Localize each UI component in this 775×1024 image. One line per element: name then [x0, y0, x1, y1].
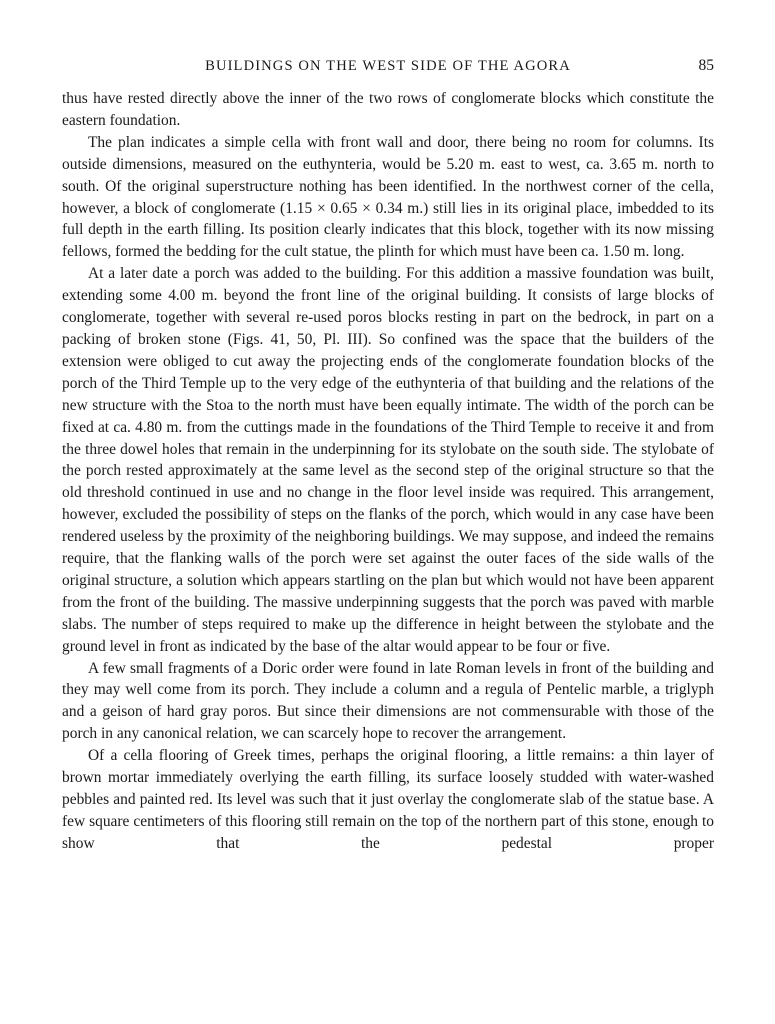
- paragraph-cella-plan: The plan indicates a simple cella with front wall and door, there being no room for columns. Its outside dimensions, measured on the euthynteria, would be 5.20 m. east to west, ca. 3.65 m. north to south. Of the original superstructure nothing has been identified. In the northwest corner of the cella, however, a block of conglomerate (1.15 × 0.65 × 0.34 m.) still lies in its original place, imbedded to its full depth in the earth filling. Its position clearly indicates that this block, together with its now missing fellows, formed the bedding for the cult statue, the plinth for which must have been ca. 1.50 m. long.: [62, 133, 714, 261]
- paragraph-cella-flooring: Of a cella flooring of Greek times, perhaps the original flooring, a little remains: a thin layer of brown mortar immediately overlying the earth filling, its surface loosely studded with water-washed pebbles and painted red. Its level was such that it just overlay the conglomerate slab of the statue base. A few square centimeters of this flooring still remain on the top of the northern part of this stone, enough to show that the pedestal proper: [62, 747, 714, 852]
- body-text: [62, 88, 714, 855]
- paragraph-doric-fragments: A few small fragments of a Doric order were found in late Roman levels in front of the building and they may well come from its porch. They include a column and a regula of Pentelic marble, a triglyph and a geison of hard gray poros. But since their dimensions are not commensurable with those of the porch in any canonical relation, we can scarcely hope to recover the arrangement.: [62, 659, 714, 743]
- running-title: BUILDINGS ON THE WEST SIDE OF THE AGORA: [205, 58, 571, 74]
- running-header: [62, 56, 714, 80]
- page-number: 85: [698, 57, 714, 74]
- paragraph-porch: At a later date a porch was added to the building. For this addition a massive foundation was built, extending some 4.00 m. beyond the front line of the original building. It consists of large blocks of conglomerate, together with several re-used poros blocks resting in part on the bedrock, in part on a packing of broken stone (Figs. 41, 50, Pl. III). So confined was the space that the builders of the extension were obliged to cut away the projecting ends of the conglomerate foundation blocks of the porch of the Third Temple up to the very edge of the euthynteria of that building and the relations of the new structure with the Stoa to the north must have been equally intimate. The width of the porch can be fixed at ca. 4.80 m. from the cuttings made in the foundations of the Third Temple to receive it and from the three dowel holes that remain in the underpinning for its stylobate on the south side. The stylobate of the porch rested approximately at the same level as the second step of the original structure so that the old threshold continued in use and no change in the floor level inside was required. This arrangement, however, excluded the possibility of steps on the flanks of the porch, which would in any case have been rendered useless by the proximity of the neighboring buildings. We may suppose, and indeed the remains require, that the flanking walls of the porch were set against the outer faces of the side walls of the original structure, a solution which appears startling on the plan but which would not have been apparent from the front of the building. The massive underpinning suggests that the porch was paved with marble slabs. The number of steps required to make up the difference in height between the stylobate and the ground level in front as indicated by the base of the altar would appear to be four or five.: [62, 265, 714, 655]
- book-page: [62, 56, 714, 855]
- paragraph-continued: thus have rested directly above the inner of the two rows of conglomerate blocks which constitute the eastern foundation.: [62, 90, 714, 129]
